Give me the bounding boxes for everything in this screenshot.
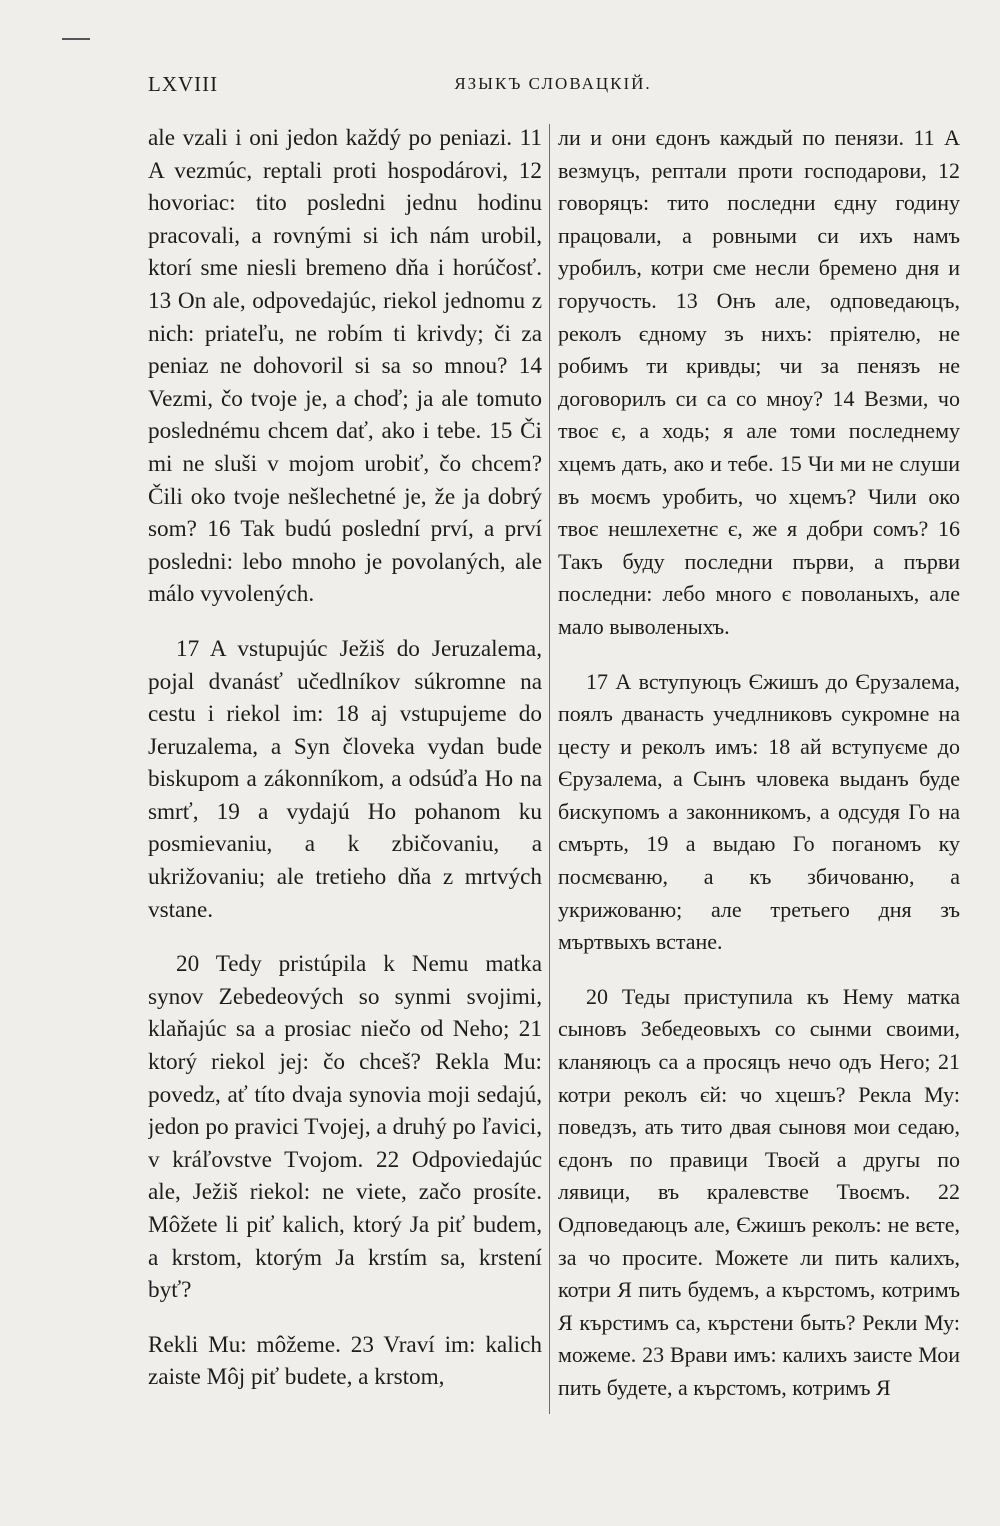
left-paragraph-1: ale vzali i oni jedon každý po peniazi. 11 A vezmúc, reptali proti hospodárovi, 12 hovoriac: tito posledni jednu hodinu pracovali, a rovnými si ich nám urobil, ktorí sme niesli bremeno dňa i horúčosť. 13 On ale, odpovedajúc, riekol jednomu z nich: priateľu, ne robím ti krivdy; či za peniaz ne dohovoril si sa so mnou? 14 Vezmi, čo tvoje je, a choď; ja ale tomuto poslednému chcem dať, ako i tebe. 15 Či mi ne sluši v mojom urobiť, čo chcem? Čili oko tvoje nešlechetné je, že ja dobrý som? 16 Tak budú poslední prví, a prví posledni: lebo mnoho je povolaných, ale málo vyvolených. (148, 125, 542, 608)
left-paragraph-2: 17 A vstupujúc Ježiš do Jeruzalema, pojal dvanásť učedlníkov súkromne na cestu i riekol im: 18 aj vstupujeme do Jeruzalema, a Syn človeka vydan bude biskupom a zákonníkom, a odsúďa Ho na smrť, 19 a vydajú Ho pohanom ku posmievaniu, a k zbičovaniu, a ukrižovaniu; ale tretieho dňa z mrtvých vstane. (148, 635, 542, 923)
page-header (148, 72, 958, 102)
left-paragraph-4: Rekli Mu: môžeme. 23 Vraví im: kalich zaiste Môj piť budete, a krstom, (148, 1331, 542, 1391)
right-paragraph-3: 20 Теды приступила къ Нему матка сыновъ Зебедеовыхъ со сынми своими, кланяюцъ са а просяцъ нечо одъ Него; 21 котри реколъ єй: чо хцешъ? Рекла Му: поведзъ, ать тито двая сыновя мои седаю, єдонъ по правици Твоєй а другы по лявици, въ кралевстве Твоємъ. 22 Одповедаюцъ але, Єжишъ реколъ: не вєте, за чо просите. Можете ли пить калихъ, котри Я пить будемъ, а кърстомъ, котримъ Я кърстимъ са, кърстени быть? Рекли Му: можеме. 23 Врави имъ: калихъ заисте Мои пить будете, а кърстомъ, котримъ Я (558, 983, 960, 1400)
slovak-column (148, 122, 542, 1422)
right-paragraph-2: 17 А вступуюцъ Єжишъ до Єрузалема, поялъ дванасть учедлниковъ сукромне на цесту и реколъ имъ: 18 ай вступуєме до Єрузалема, а Сынъ чловека выданъ буде бискупомъ а законникомъ, а одсудя Го на смърть, 19 а выдаю Го поганомъ ку посмєваню, а къ збичованю, а укрижованю; але третьего дня зъ мъртвыхъ встане. (558, 668, 960, 955)
left-paragraph-3: 20 Tedy pristúpila k Nemu matka synov Zebedeových so synmi svojimi, klaňajúc sa a prosiac niečo od Neho; 21 ktorý riekol jej: čo chceš? Rekla Mu: povedz, ať títo dvaja synovia moji sedajú, jedon po pravici Tvojej, a druhý po ľavici, v kráľovstve Tvojom. 22 Odpoviedajúc ale, Ježiš riekol: ne viete, začo prosíte. Môžete li piť kalich, ktorý Ja piť budem, a krstom, ktorým Ja krstím sa, krstení byť? (148, 951, 542, 1304)
running-title: ЯЗЫКЪ СЛОВАЦКІЙ. (454, 74, 652, 93)
column-divider (549, 124, 550, 1414)
cyrillic-column (558, 122, 960, 1422)
right-paragraph-1: ли и они єдонъ каждый по пенязи. 11 А везмуцъ, рептали проти господарови, 12 говоряцъ: тито последни єдну годину працовали, а ровными си ихъ намъ уробилъ, котри сме несли бремено дня и горучость. 13 Онъ але, одповедаюцъ, реколъ єдному зъ нихъ: пріятелю, не робимъ ти кривды; чи за пенязъ не договорилъ си са со мноу? 14 Везми, чо твоє є, а ходь; я але томи последнему хцемъ дать, ако и тебе. 15 Чи ми не слуши въ моємъ уробить, чо хцемъ? Чили око твоє нешлехетнє є, же я добри сомъ? 16 Такъ буду последни първи, а първи последни: лебо много є поволаныхъ, але мало выволеныхъ. (558, 125, 960, 639)
corner-mark (62, 38, 90, 40)
page-number: LXVIII (148, 72, 219, 96)
